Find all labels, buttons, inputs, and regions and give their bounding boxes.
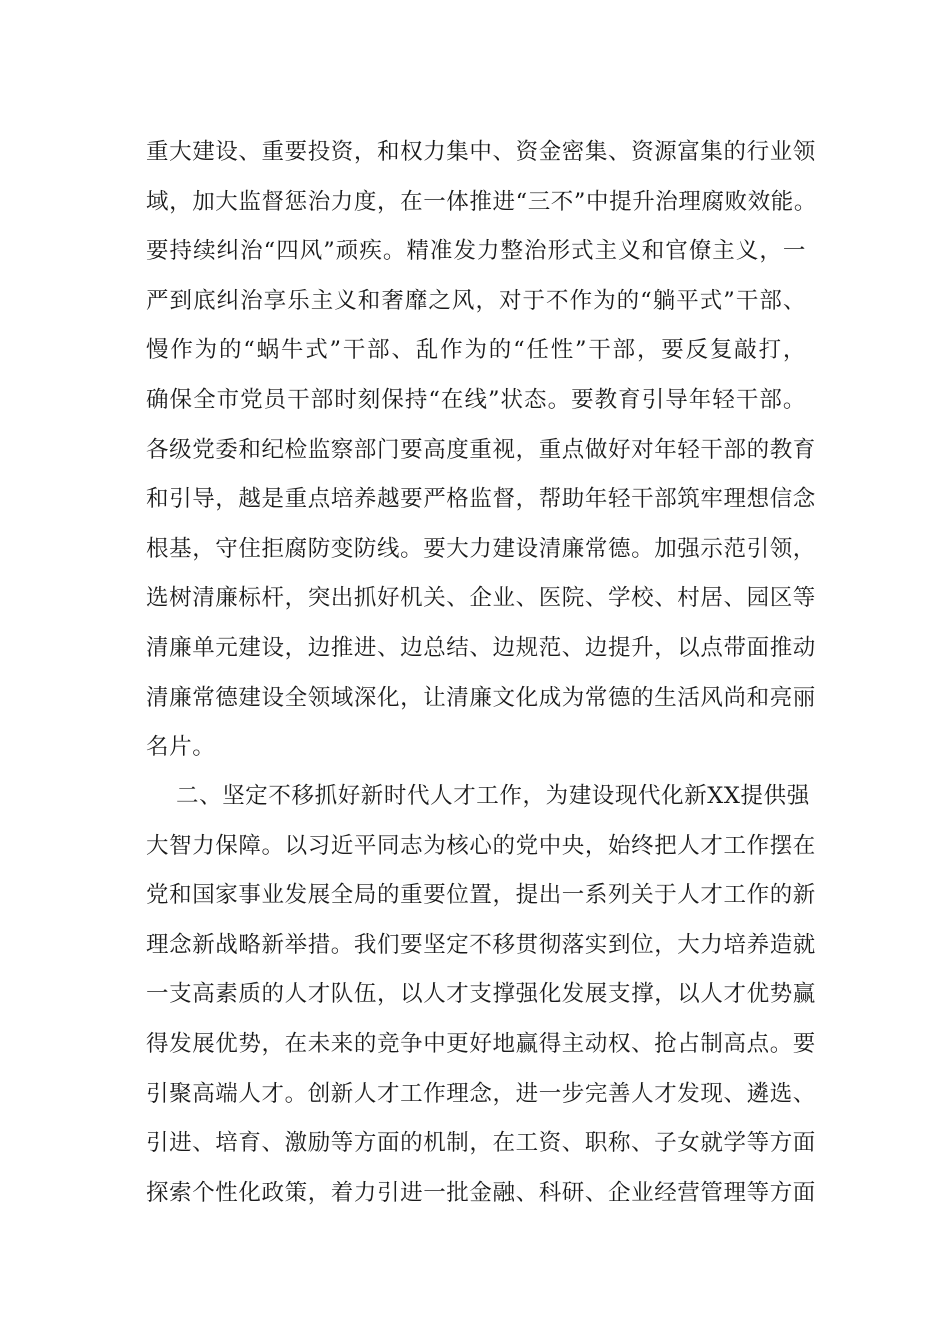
text-line: 一支高素质的人才队伍，以人才支撑强化发展支撑，以人才优势赢	[146, 981, 816, 1008]
text-line: 探索个性化政策，着力引进一批金融、科研、企业经营管理等方面	[146, 1179, 816, 1206]
text-line: 大智力保障。以习近平同志为核心的党中央，始终把人才工作摆在	[146, 832, 816, 859]
text-line: 清廉单元建设，边推进、边总结、边规范、边提升，以点带面推动	[146, 634, 816, 661]
text-line: 引聚高端人才。创新人才工作理念，进一步完善人才发现、遴选、	[146, 1080, 816, 1107]
text-line: 重大建设、重要投资，和权力集中、资金密集、资源富集的行业领	[146, 139, 816, 165]
text-line: 严到底纠治享乐主义和奢靡之风，对于不作为的“躺平式”干部、	[146, 287, 806, 314]
text-line: 二、坚定不移抓好新时代人才工作，为建设现代化新XX提供强	[176, 783, 810, 809]
text-line: 名片。	[146, 734, 216, 761]
text-line: 引进、培育、激励等方面的机制，在工资、职称、子女就学等方面	[146, 1130, 816, 1157]
text-line: 理念新战略新举措。我们要坚定不移贯彻落实到位，大力培养造就	[146, 931, 816, 958]
text-line: 域，加大监督惩治力度，在一体推进“三不”中提升治理腐败效能。	[146, 188, 818, 215]
text-line: 党和国家事业发展全局的重要位置，提出一系列关于人才工作的新	[146, 882, 816, 909]
paragraph-2	[146, 772, 816, 1218]
paragraph-1	[146, 128, 818, 773]
text-line: 和引导，越是重点培养越要严格监督，帮助年轻干部筑牢理想信念	[146, 486, 816, 513]
text-line: 清廉常德建设全领域深化，让清廉文化成为常德的生活风尚和亮丽	[146, 684, 816, 711]
text-line: 各级党委和纪检监察部门要高度重视，重点做好对年轻干部的教育	[146, 436, 816, 463]
text-line: 得发展优势，在未来的竞争中更好地赢得主动权、抢占制高点。要	[146, 1030, 816, 1057]
text-line: 选树清廉标杆，突出抓好机关、企业、医院、学校、村居、园区等	[146, 585, 816, 612]
text-line: 慢作为的“蜗牛式”干部、乱作为的“任性”干部，要反复敲打，	[146, 337, 806, 364]
text-line: 根基，守住拒腐防变防线。要大力建设清廉常德。加强示范引领，	[146, 535, 816, 562]
text-line: 要持续纠治“四风”顽疾。精准发力整治形式主义和官僚主义，一	[146, 238, 806, 265]
text-line: 确保全市党员干部时刻保持“在线”状态。要教育引导年轻干部。	[146, 386, 806, 413]
